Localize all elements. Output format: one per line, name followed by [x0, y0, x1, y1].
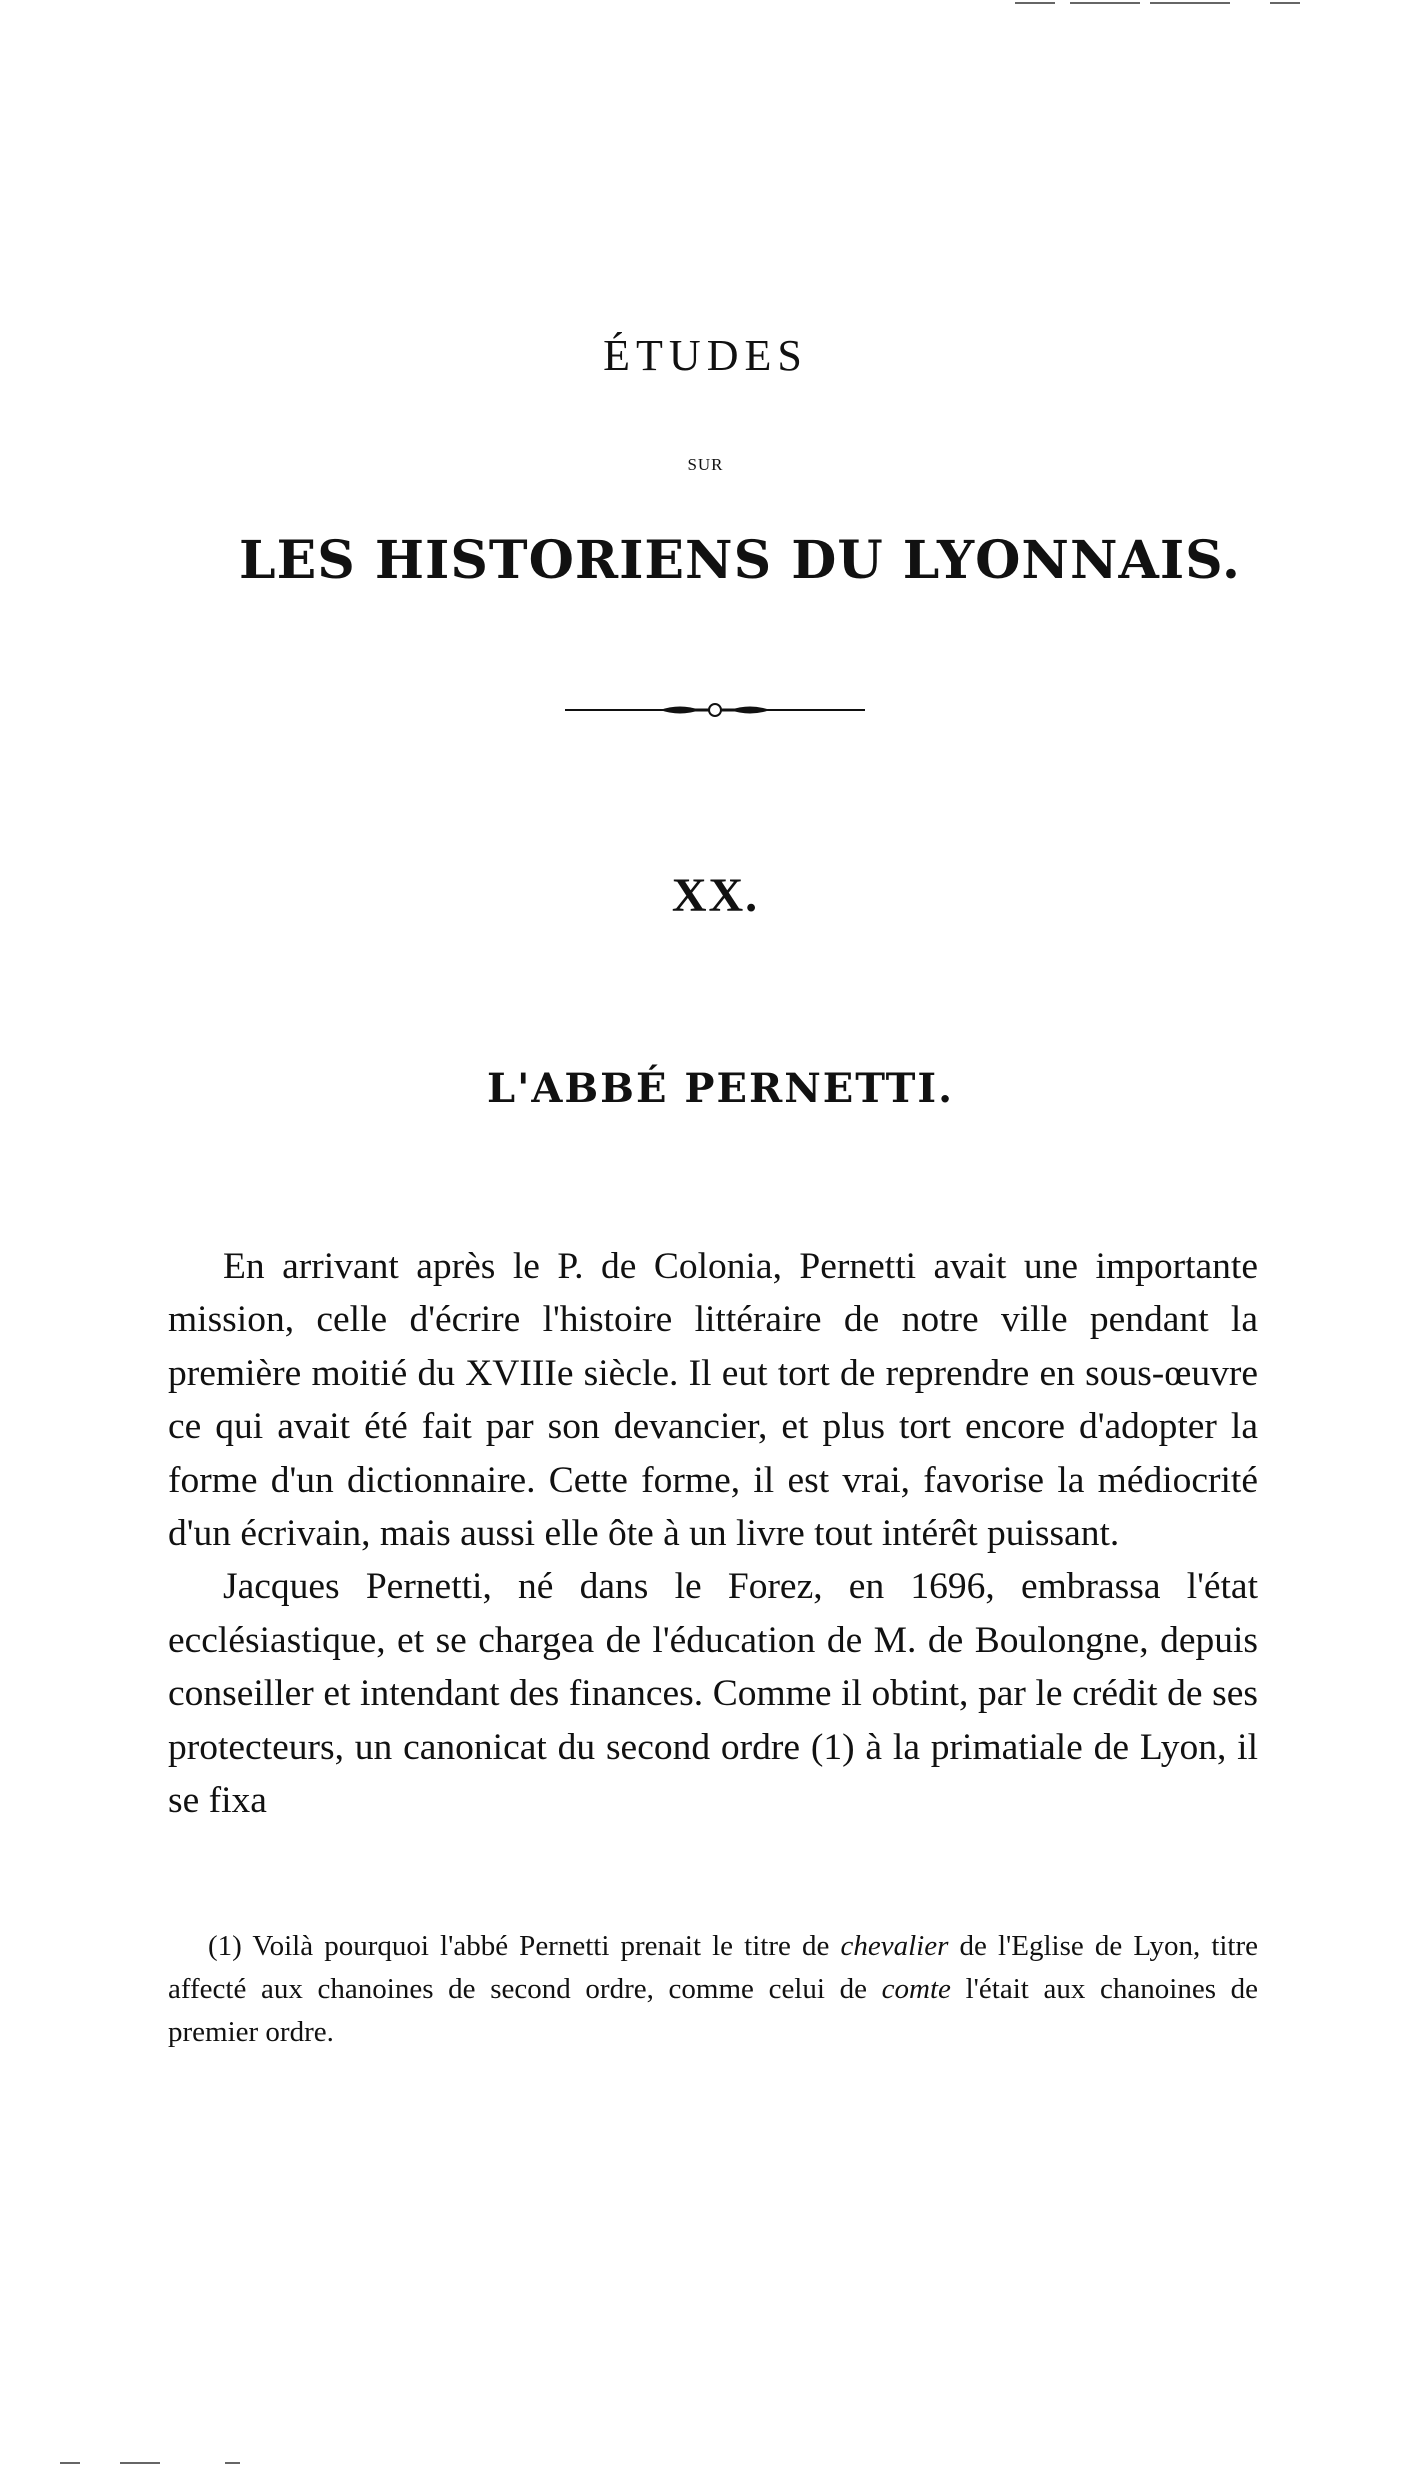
- footnote-text: de l'Eglise de Lyon, titre affecté aux chanoines de second ordre, comme celui de: [168, 1930, 1259, 2005]
- scan-speck: [1150, 2, 1230, 4]
- paragraph: En arrivant après le P. de Colonia, Pernetti avait une importante mission, celle d'écrire l'histoire littéraire de notre ville pendant la première moitié du XVIIIe siècle. Il eut tort de reprendre en sous-œuvre ce qui avait été fait par son devancier, et plus tort encore d'adopter la forme d'un dictionnaire. Cette forme, il est vrai, favorise la médiocrité d'un écrivain, mais aussi elle ôte à un livre tout intérêt puissant.: [168, 1246, 1258, 1555]
- scan-speck: [120, 2462, 160, 2464]
- scan-speck: [1070, 2, 1140, 4]
- series-title: ÉTUDES: [603, 331, 808, 380]
- chapter-subject: L'ABBÉ PERNETTI.: [486, 1065, 955, 1112]
- paragraph: Jacques Pernetti, né dans le Forez, en 1696, embrassa l'état ecclésiastique, et se chargea de l'éducation de M. de Boulongne, depuis conseiller et intendant des finances. Comme il obtint, par le crédit de ses protecteurs, un canonicat du second ordre (1) à la primatiale de Lyon, il se fixa: [168, 1566, 1258, 1822]
- footnote-italic: comte: [881, 1973, 951, 2005]
- ornamental-rule-icon: [565, 698, 865, 722]
- footnote: [168, 1925, 1258, 2054]
- title-connector: SUR: [687, 455, 724, 474]
- footnote-italic: chevalier: [840, 1930, 949, 1962]
- scan-speck: [225, 2462, 240, 2464]
- chapter-number: XX.: [671, 869, 760, 922]
- scan-speck: [1015, 2, 1055, 4]
- footnote-text: l'était aux chanoines de premier ordre.: [168, 1973, 1259, 2048]
- footnote-text: Voilà pourquoi l'abbé Pernetti prenait le titre de: [252, 1930, 830, 1962]
- main-title: LES HISTORIENS DU LYONNAIS.: [239, 530, 1241, 591]
- scan-speck: [1270, 2, 1300, 4]
- footnote-marker: (1): [208, 1930, 242, 1962]
- body-text: [168, 1240, 1258, 1827]
- scan-speck: [60, 2462, 80, 2464]
- footnote-paragraph: [168, 1925, 1258, 2054]
